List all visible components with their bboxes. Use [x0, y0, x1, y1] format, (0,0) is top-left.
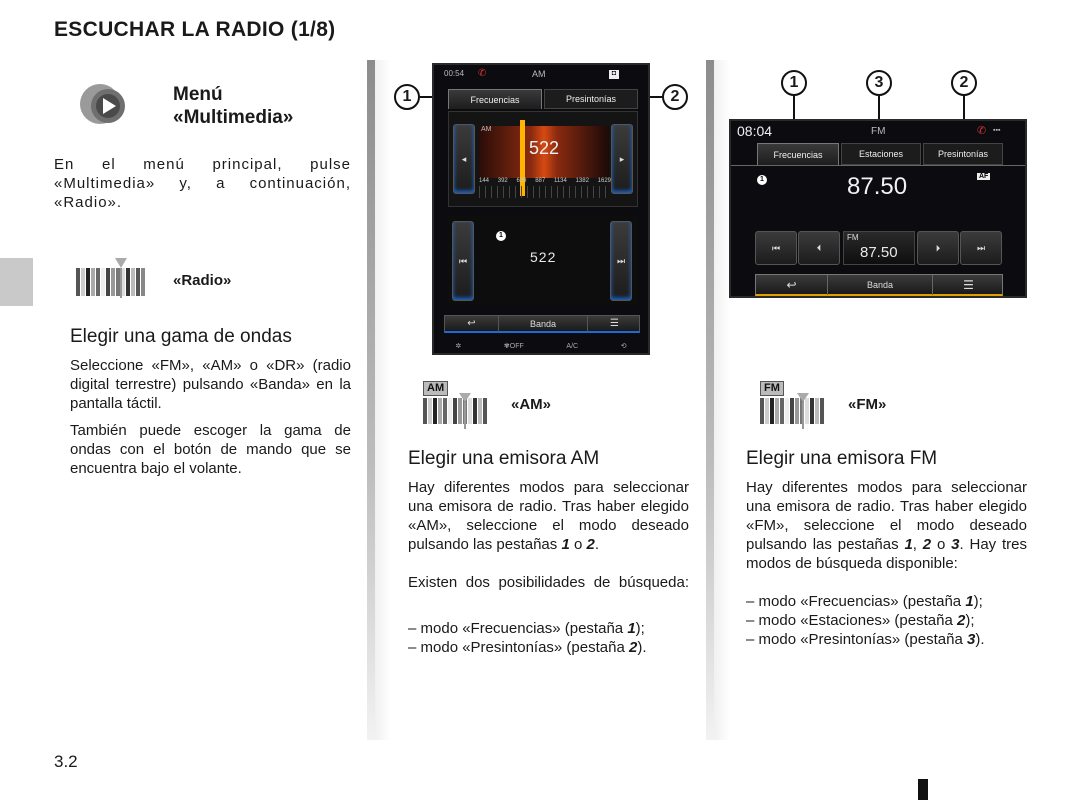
am-para-2: Existen dos posibilidades de búsqueda: [408, 574, 689, 591]
am-band-small: AM [481, 126, 492, 133]
menu-list-button[interactable]: ☰ [587, 316, 641, 332]
am-time: 00:54 [444, 69, 465, 78]
seek-right-button[interactable]: ▸ [611, 124, 633, 194]
back-button[interactable]: ↩ [445, 316, 499, 332]
fm-item1-pre: – modo «Frecuencias» (pestaña [746, 593, 962, 610]
am-radio-screen [432, 63, 650, 355]
intro-text: En el menú principal, pulse «Multimedia» y, a continuación, «Radio». [54, 156, 351, 211]
am-item1-post: ); [635, 620, 645, 637]
callout-3-fm: 3 [866, 70, 892, 96]
fm-label: «FM» [848, 396, 887, 413]
am-selector-icon [423, 398, 488, 424]
fm-list-item-2 [746, 611, 1036, 630]
fm-list-item-1 [746, 592, 1036, 611]
column-divider-2 [706, 60, 714, 740]
menu-title-line1: Menú [173, 84, 223, 105]
selector-needle-icon [797, 393, 809, 429]
am-list [408, 619, 698, 657]
tuning-needle [520, 120, 525, 196]
menu-list-button[interactable]: ☰ [932, 275, 1004, 295]
climate-ac-button[interactable]: A/C [566, 342, 579, 350]
fm-band-title: FM [871, 126, 886, 137]
fm-band-small: FM [847, 233, 859, 242]
fm-para-1-tail: . Hay tres modos de búsqueda disponible: [746, 536, 1028, 572]
fm-badge: FM [760, 381, 784, 396]
tab-estaciones[interactable]: Estaciones [841, 143, 921, 165]
radio-selector-icon [76, 268, 146, 296]
step-forward-button[interactable]: ⏵ [917, 231, 959, 265]
am-item2-post: ). [637, 639, 647, 656]
banda-button[interactable]: Banda [866, 280, 894, 290]
am-frequency: 522 [529, 138, 560, 158]
scale-ticks [479, 186, 609, 198]
fm-tab-ref-1: 1 [904, 536, 913, 553]
scale-tick: 639 [516, 178, 527, 184]
am-band-title: AM [532, 69, 546, 79]
fm-para-1: Hay diferentes modos para seleccionar una emisora de radio. Tras haber elegido «FM», seleccione el modo deseado pulsando las pestañas 1, 2 o 3. Hay tres modos de búsqueda disponible: [746, 479, 1028, 572]
chapter-side-tab [0, 258, 33, 306]
marker-1: 1 [757, 175, 767, 185]
fm-item3-num: 3 [966, 631, 976, 648]
fm-selector-icon [760, 398, 825, 424]
waveband-para-1: Seleccione «FM», «AM» o «DR» (radio digital terrestre) pulsando «Banda» en la pantalla táctil. [70, 357, 351, 412]
station-panel [448, 215, 638, 305]
fm-item1-post: ); [973, 593, 983, 610]
fan-icon[interactable]: ✲ [455, 343, 462, 350]
fm-frequency-box [843, 231, 915, 265]
am-list-item-2 [408, 638, 698, 657]
seek-left-button[interactable]: ◂ [453, 124, 475, 194]
phone-icon: ✆ [977, 125, 987, 137]
step-back-button[interactable]: ⏴ [798, 231, 840, 265]
af-badge: AF [979, 173, 989, 180]
selector-needle-icon [115, 258, 127, 298]
seek-back-button[interactable]: ⏮ [755, 231, 797, 265]
scale-tick: 1629 [597, 178, 611, 184]
waveband-para-2: También puede escoger la gama de ondas con el botón de mando que se encuentra bajo el volante. [70, 422, 351, 477]
section-heading-fm: Elegir una emisora FM [746, 448, 938, 469]
selector-needle-icon [459, 393, 471, 429]
seek-forward-button[interactable]: ⏭ [960, 231, 1002, 265]
section-heading-am: Elegir una emisora AM [408, 448, 600, 469]
am-item1-num: 1 [627, 620, 636, 637]
fm-frequency-secondary: 87.50 [860, 244, 898, 261]
multimedia-menu-title [173, 83, 293, 129]
scale-tick: 1134 [553, 178, 567, 184]
fm-para-1-text: Hay diferentes modos para seleccionar una emisora de radio. Tras haber elegido «FM», seleccione el modo deseado pulsando las pestañas [746, 479, 1027, 553]
am-item2-pre: – modo «Presintonías» (pestaña [408, 639, 625, 656]
section-heading-waveband: Elegir una gama de ondas [70, 326, 292, 347]
fm-time: 08:04 [737, 123, 773, 139]
frequency-scale [479, 178, 611, 184]
fm-item3-pre: – modo «Presintonías» (pestaña [746, 631, 963, 648]
column-divider-1 [367, 60, 375, 740]
menu-title-line2: «Multimedia» [173, 107, 294, 128]
am-item2-num: 2 [628, 639, 638, 656]
tab-presintonias[interactable]: Presintonías [923, 143, 1003, 165]
callout-2-am: 2 [662, 84, 688, 110]
climate-bar [434, 337, 648, 355]
callout-1-am: 1 [394, 84, 420, 110]
column-shadow-1 [375, 60, 391, 740]
am-tab-ref-2: 2 [586, 536, 595, 553]
fm-item2-post: ); [965, 612, 975, 629]
multimedia-play-icon [78, 78, 126, 130]
scale-tick: 392 [497, 178, 508, 184]
banda-button[interactable]: Banda [529, 319, 557, 329]
fm-tab-ref-3: 3 [951, 536, 960, 553]
am-tab-ref-1: 1 [561, 536, 570, 553]
column-shadow-2 [714, 60, 730, 740]
am-item1-pre: – modo «Frecuencias» (pestaña [408, 620, 624, 637]
fm-frequency: 87.50 [847, 173, 908, 200]
tab-frecuencias[interactable]: Frecuencias [757, 143, 839, 165]
recirc-icon[interactable]: ⟲ [620, 343, 627, 350]
next-station-button[interactable]: ⏭ [610, 221, 632, 301]
bottom-bar [444, 315, 640, 333]
fm-list [746, 592, 1036, 649]
fm-radio-screen [729, 119, 1027, 298]
callout-1-fm: 1 [781, 70, 807, 96]
am-badge: AM [423, 381, 448, 396]
scale-tick: 887 [535, 178, 546, 184]
prev-station-button[interactable]: ⏮ [452, 221, 474, 301]
scale-tick: 144 [479, 178, 490, 184]
page-corner-mark [918, 779, 928, 800]
fm-item1-num: 1 [965, 593, 974, 610]
tab-presintonias[interactable]: Presintonías [544, 89, 638, 109]
fm-tab-ref-2: 2 [922, 536, 932, 553]
fm-item2-pre: – modo «Estaciones» (pestaña [746, 612, 953, 629]
am-frequency-secondary: 522 [530, 249, 557, 265]
callout-2-fm: 2 [951, 70, 977, 96]
scale-tick: 1382 [575, 178, 589, 184]
climate-off-label: OFF [509, 343, 524, 350]
back-button[interactable]: ↩ [756, 275, 828, 295]
tab-underline [731, 165, 1027, 166]
signal-icon: ▪▪▪ [993, 127, 1001, 134]
am-para-1-text: Hay diferentes modos para seleccionar una emisora de radio. Tras haber elegido «AM», seleccione el modo deseado pulsando las pestañas [408, 479, 689, 553]
status-icon: ◘ [609, 70, 619, 79]
am-label: «AM» [511, 396, 552, 413]
tab-frecuencias[interactable]: Frecuencias [448, 89, 542, 109]
page-number: 3.2 [54, 752, 78, 771]
am-para-1-or: o [573, 536, 583, 553]
fm-list-item-3 [746, 630, 1036, 649]
am-list-item-1 [408, 619, 698, 638]
fm-item2-num: 2 [956, 612, 966, 629]
marker-1: 1 [496, 231, 506, 241]
page-title: ESCUCHAR LA RADIO (1/8) [54, 18, 336, 41]
phone-icon: ✆ [478, 68, 487, 79]
bottom-bar [755, 274, 1003, 296]
frequency-panel [448, 111, 638, 207]
radio-label: «Radio» [173, 272, 232, 289]
fm-item3-post: ). [975, 631, 985, 648]
am-para-1: Hay diferentes modos para seleccionar una emisora de radio. Tras haber elegido «AM», seleccione el modo deseado pulsando las pestañas 1 o 2. [408, 479, 689, 553]
climate-off-button[interactable]: ✾OFF [503, 343, 524, 350]
